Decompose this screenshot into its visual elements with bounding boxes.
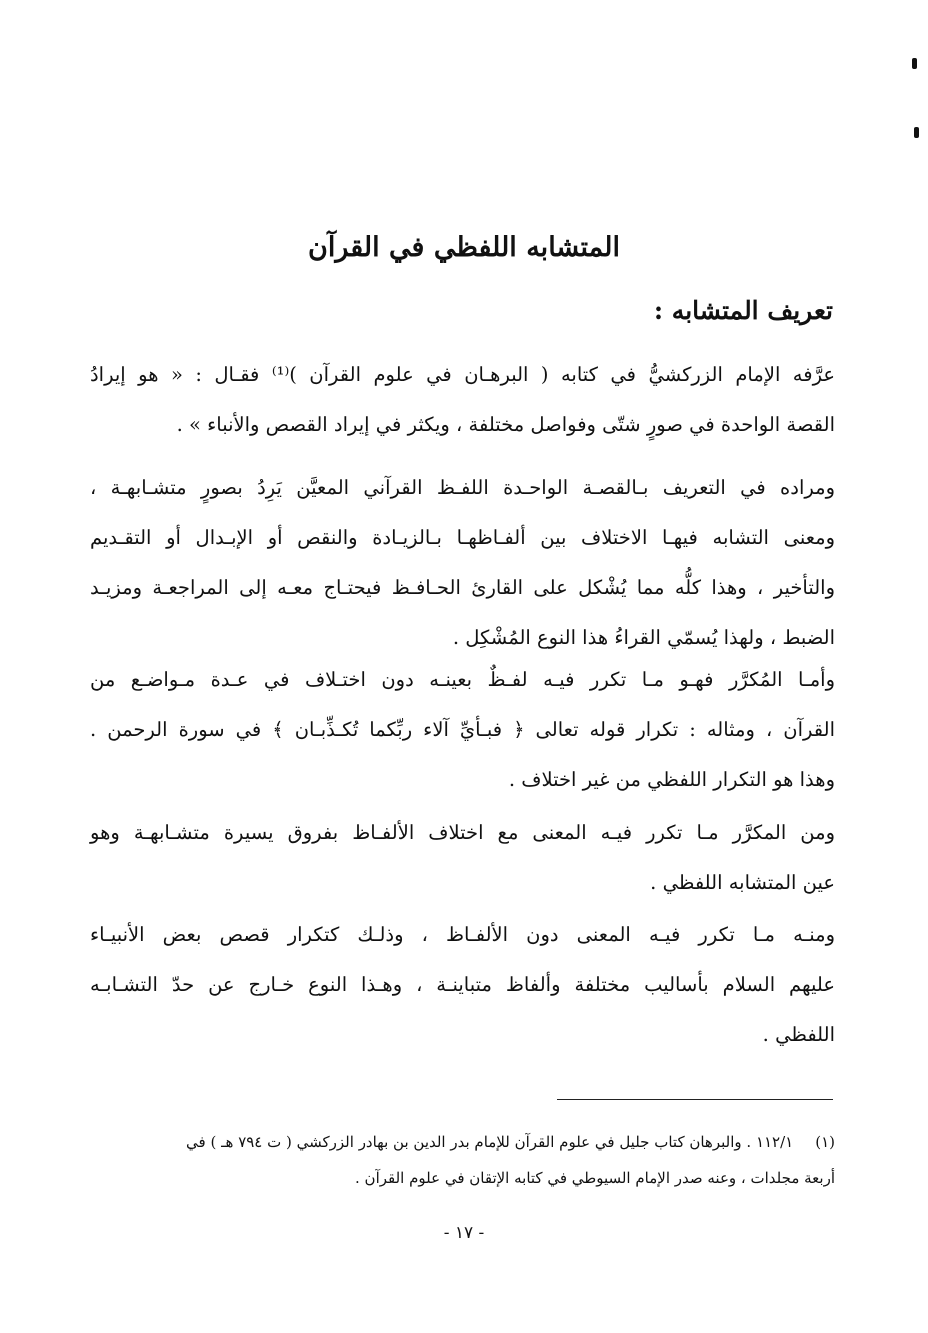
paragraph-line: ومعنى التشابه فيهـا الاختلاف بين ألفـاظهـا بـالزيـادة والنقص أو الإبـدال أو التقـديم: [90, 526, 835, 549]
paragraph-line: وأمـا المُكرَّر فهـو مـا تكرر فيـه لفـظٌ بعينـه دون اختـلاف في عـدة مـواضـع من: [90, 668, 835, 691]
paragraph-line: عليهم السلام بأساليب مختلفة وألفاظ متباينـة ، وهـذا النوع خـارج عن حدّ التشـابـه: [90, 973, 835, 996]
paragraph-line: اللفظي .: [762, 1023, 835, 1046]
paragraph-definition: [90, 350, 835, 450]
paragraph-line: وهذا هو التكرار اللفظي من غير اختلاف .: [508, 768, 835, 791]
footnote-line: أربعة مجلدات ، وعنه صدر الإمام السيوطي في كتابه الإتقان في علوم القرآن .: [355, 1169, 835, 1187]
page-title: المتشابه اللفظي في القرآن: [308, 232, 620, 263]
footnote-marker: (١): [815, 1133, 835, 1151]
paragraph-line: والتأخير ، وهذا كلُّه مما يُشْكل على القارئ الحـافـظ فيحتـاج معـه إلى المراجعـة ومزيـد: [90, 576, 835, 599]
footnote-text: ١١٢/١ . والبرهان كتاب جليل في علوم القرآن للإمام بدر الدين بن بهادر الزركشي ( ت ٧٩٤ هـ ) في: [186, 1133, 794, 1151]
paragraph-repeated: [90, 655, 835, 805]
paragraph-line: ومنـه مـا تكرر فيـه المعنى دون الألفـاظ ، وذلـك كتكرار قصص بعض الأنبيـاء: [90, 923, 835, 946]
margin-mark: [914, 127, 919, 138]
paragraph-line: القصة الواحدة في صورٍ شتّى وفواصل مختلفة ، ويكثر في إيراد القصص والأنباء » .: [176, 413, 835, 436]
paragraph-line: عرَّفه الإمام الزركشيُّ في كتابه ( البرهـان في علوم القرآن )⁽¹⁾ فقـال : « هو إيرادُ: [90, 363, 835, 386]
paragraph-explanation: [90, 463, 835, 663]
paragraph-line: الضبط ، ولهذا يُسمّي القراءُ هذا النوع المُشْكِل .: [452, 626, 835, 649]
paragraph-line: عين المتشابه اللفظي .: [650, 871, 835, 894]
footnote: [90, 1124, 835, 1196]
paragraph-line: ومراده في التعريف بـالقصـة الواحـدة اللفـظ القرآني المعيَّن يَرِدُ بصورٍ متشـابهـة ،: [90, 476, 835, 499]
paragraph-repeated-meaning: [90, 808, 835, 908]
paragraph-stories: [90, 910, 835, 1060]
footnote-line: [90, 1124, 835, 1160]
paragraph-line: القرآن ، ومثاله : تكرار قوله تعالى ﴿ فبـأيِّ آلاء ربِّكما تُكـذِّبـان ﴾ في سورة الرحمن .: [90, 718, 835, 741]
margin-mark: [912, 58, 917, 69]
paragraph-line: ومن المكرَّر مـا تكرر فيـه المعنى مع اختلاف الألفـاظ بفروق يسيرة متشـابهـة وهو: [90, 821, 835, 844]
section-heading: تعريف المتشابه :: [653, 296, 833, 325]
page-number: - ١٧ -: [443, 1223, 485, 1243]
footnote-divider: [557, 1099, 833, 1100]
